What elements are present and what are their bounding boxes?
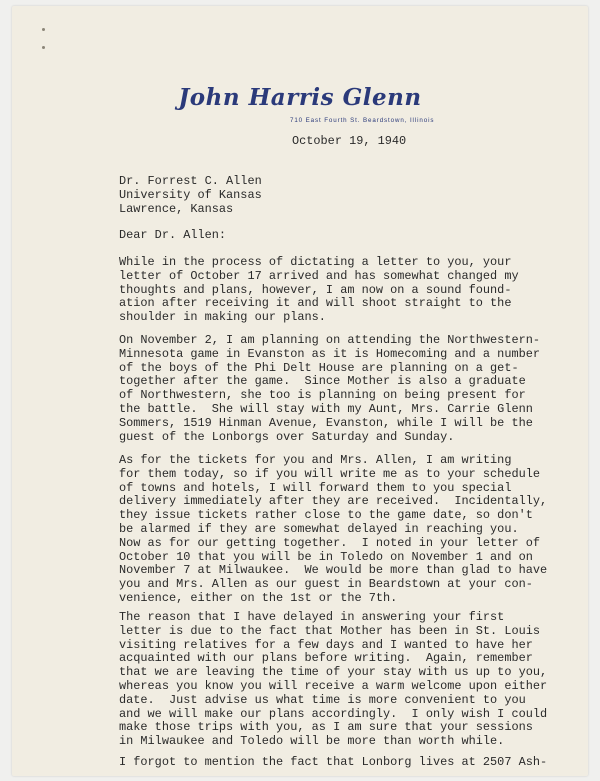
recipient-institution: University of Kansas [119,188,262,202]
letterhead-name: John Harris Glenn [178,84,422,111]
paragraph-line: that we are leaving the time of your stay with us up to you, [119,665,548,680]
paragraph-line: of the boys of the Phi Delt House are planning on a get- [119,360,519,375]
paragraph-line: October 10 that you will be in Toledo on November 1 and on [119,549,533,564]
paragraph-line: make those trips with you, as I am sure that your sessions [119,720,533,735]
paragraph-5 [119,756,547,770]
paragraph-line: ation after receiving it and will shoot straight to the [119,296,512,311]
recipient-name: Dr. Forrest C. Allen [119,174,262,188]
paragraph-line: thoughts and plans, however, I am now on a sound found- [119,282,512,297]
letter-date: October 19, 1940 [292,134,407,148]
paragraph-line: acquainted with our plans before writing. Again, remember [119,651,533,666]
paragraph-line: whereas you know you will receive a warm welcome upon either [119,678,548,693]
paragraph-line: While in the process of dictating a letter to you, your [119,255,512,269]
paragraph-line: letter is due to the fact that Mother has been in St. Louis [119,623,540,638]
paragraph-line: in Milwaukee and Toledo will be more than worth while. [119,734,505,749]
paragraph-line: letter of October 17 arrived and has somewhat changed my [119,268,519,283]
paragraph-line: they issue tickets rather close to the game date, so don't [119,508,533,523]
paragraph-line: Sommers, 1519 Hinman Avenue, Evanston, while I will be the [119,415,533,430]
paper-speck [42,46,45,49]
salutation: Dear Dr. Allen: [119,228,227,242]
paragraph-line: of towns and hotels, I will forward them to you special [119,480,512,495]
paragraph-3 [119,454,547,606]
paragraph-2 [119,334,540,444]
letterhead-address: 710 East Fourth St. Beardstown, Illinois [290,117,435,124]
paragraph-line: November 7 at Milwaukee. We would be more than glad to have [119,563,548,578]
paragraph-line: of Northwestern, she too is planning on being present for [119,388,526,403]
paragraph-line: and we will make our plans accordingly. I only wish I could [119,706,548,721]
paragraph-4 [119,611,547,749]
paragraph-line: The reason that I have delayed in answering your first [119,610,505,624]
paragraph-line: venience, either on the 1st or the 7th. [119,590,398,605]
paragraph-line: Now as for our getting together. I noted in your letter of [119,535,540,550]
paragraph-line: Minnesota game in Evanston as it is Homecoming and a number [119,346,540,361]
paragraph-line: guest of the Lonborgs over Saturday and Sunday. [119,429,455,444]
paragraph-line: date. Just advise us what time is more convenient to you [119,692,526,707]
paragraph-line: for them today, so if you will write me as to your schedule [119,466,540,481]
paragraph-line: On November 2, I am planning on attending the Northwestern- [119,333,540,347]
paper-speck [42,28,45,31]
paragraph-1 [119,256,519,325]
paragraph-line: visiting relatives for a few days and I wanted to have her [119,637,533,652]
paragraph-line: you and Mrs. Allen as our guest in Beardstown at your con- [119,577,533,592]
recipient-city: Lawrence, Kansas [119,202,234,216]
paragraph-line: together after the game. Since Mother is also a graduate [119,374,526,389]
paragraph-line: shoulder in making our plans. [119,310,326,325]
paragraph-line: be alarmed if they are somewhat delayed in reaching you. [119,521,519,536]
paragraph-line: As for the tickets for you and Mrs. Allen, I am writing [119,453,512,467]
paragraph-line: delivery immediately after they are received. Incidentally, [119,494,548,509]
paragraph-line: the battle. She will stay with my Aunt, Mrs. Carrie Glenn [119,401,533,416]
paragraph-line: I forgot to mention the fact that Lonborg lives at 2507 Ash- [119,755,548,769]
